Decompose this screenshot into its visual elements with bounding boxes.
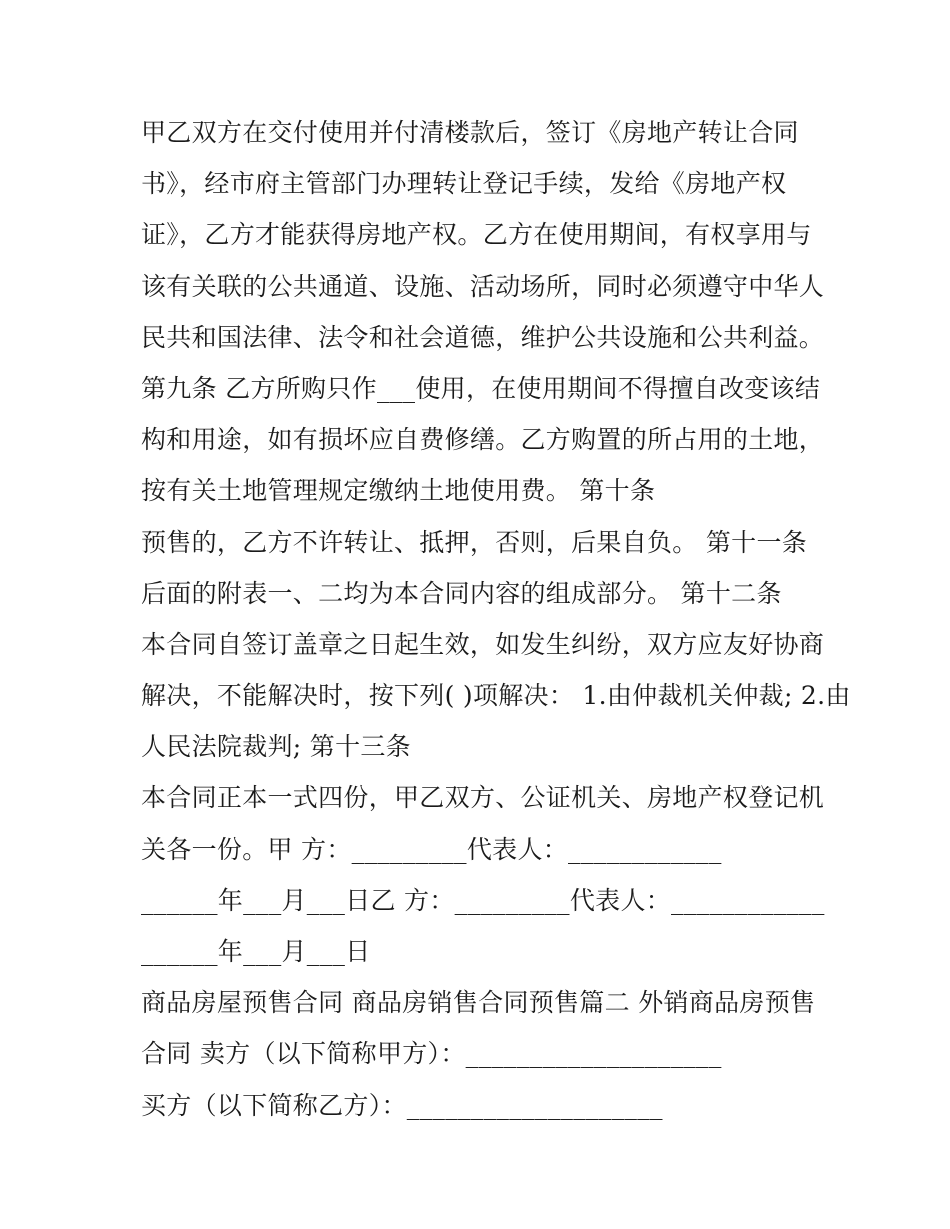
signature-line-party-a: 关各一份。甲 方：_________代表人：____________ [141, 834, 722, 864]
text-line: 构和用途，如有损坏应自费修缮。乙方购置的所占用的土地， [141, 425, 825, 455]
buyer-line: 买方（以下简称乙方）：____________________ [141, 1090, 663, 1120]
contract-text-body [141, 107, 851, 1131]
date-line-party-b: ______年___月___日乙 方：_________代表人：____________ [141, 885, 825, 915]
text-line: 按有关土地管理规定缴纳土地使用费。 第十条 [141, 476, 656, 506]
text-line: 甲乙双方在交付使用并付清楼款后，签订《房地产转让合同 [141, 118, 799, 147]
date-line: ______年___月___日 [141, 937, 371, 966]
text-line: 预售的，乙方不许转让、抵押，否则，后果自负。 第十一条 [141, 527, 808, 557]
text-line: 民共和国法律、法令和社会道德，维护公共设施和公共利益。 [141, 322, 825, 352]
section-title-line: 商品房屋预售合同 商品房销售合同预售篇二 外销商品房预售 [141, 988, 816, 1018]
text-line: 本合同自签订盖章之日起生效，如发生纠纷，双方应友好协商 [141, 629, 825, 659]
text-line: 该有关联的公共通道、设施、活动场所，同时必须遵守中华人 [141, 271, 825, 301]
text-line: 书》，经市府主管部门办理转让登记手续，发给《房地产权 [141, 169, 787, 199]
text-line: 人民法院裁判; 第十三条 [141, 732, 411, 762]
text-line: 解决，不能解决时，按下列( )项解决： 1.由仲裁机关仲裁; 2.由 [141, 681, 851, 711]
text-line: 证》，乙方才能获得房地产权。乙方在使用期间，有权享用与 [141, 220, 812, 250]
text-line: 后面的附表一、二均为本合同内容的组成部分。 第十二条 [141, 578, 782, 608]
text-line: 本合同正本一式四份，甲乙双方、公证机关、房地产权登记机 [141, 783, 825, 813]
seller-line: 合同 卖方（以下简称甲方）：____________________ [141, 1039, 722, 1069]
text-line: 第九条 乙方所购只作___使用，在使用期间不得擅自改变该结 [141, 373, 821, 403]
